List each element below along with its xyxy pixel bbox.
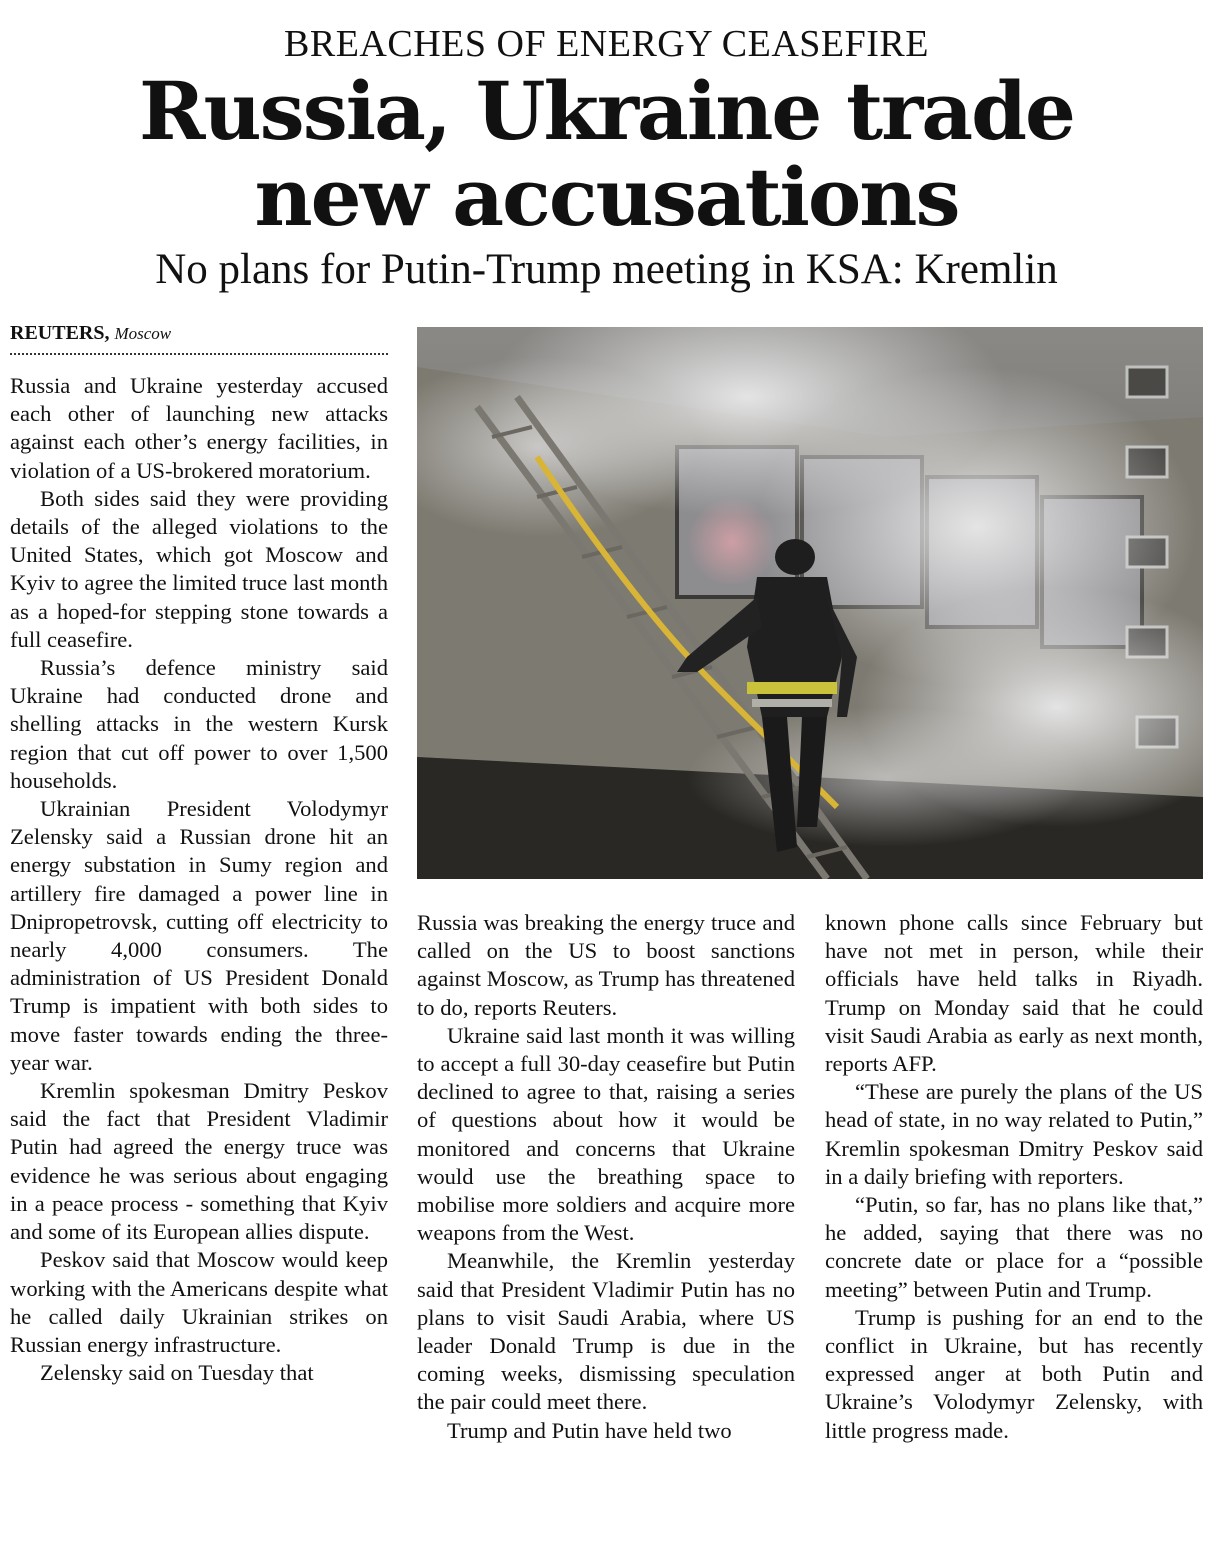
article-column-2 xyxy=(417,909,795,1539)
news-photo xyxy=(417,327,1203,879)
article-column-1 xyxy=(10,372,388,1538)
paragraph: “These are purely the plans of the US head of state, in no way related to Putin,” Kremlin spokesman Dmitry Peskov said in a daily briefing with reporters. xyxy=(825,1079,1203,1189)
paragraph: Meanwhile, the Kremlin yesterday said that President Vladimir Putin has no plans to visit Saudi Arabia, where US leader Donald Trump is due in the coming weeks, dismissing speculation the pair could meet there. xyxy=(417,1248,795,1415)
paragraph: Russia’s defence ministry said Ukraine had conducted drone and shelling attacks in the western Kursk region that cut off power to over 1,500 households. xyxy=(10,655,388,793)
paragraph: Both sides said they were providing details of the alleged violations to the United States, which got Moscow and Kyiv to agree the limited truce last month as a hoped-for stepping stone towards a full ceasefire. xyxy=(10,485,388,652)
headline-line-1: Russia, Ukraine trade xyxy=(139,64,1074,158)
byline-agency: REUTERS, xyxy=(10,322,110,344)
byline xyxy=(10,320,388,355)
paragraph: Ukrainian President Volodymyr Zelensky said a Russian drone hit an energy substation in Sumy region and artillery fire damaged a power line in Dnipropetrovsk, cutting off electricity to nearly 4,000 consumers. The administration of US President Donald Trump is impatient with both sides to move faster towards ending the three-year war. xyxy=(10,796,388,1075)
deck: No plans for Putin-Trump meeting in KSA: Kremlin xyxy=(155,246,1058,293)
paragraph: known phone calls since February but have not met in person, while their officials have held talks in Riyadh. Trump on Monday said that he could visit Saudi Arabia as early as next month, reports AFP. xyxy=(825,910,1203,1077)
byline-place: Moscow xyxy=(114,324,172,343)
paragraph: Kremlin spokesman Dmitry Peskov said the fact that President Vladimir Putin had agreed the energy truce was evidence he was serious about engaging in a peace process - something that Kyiv and some of its European allies dispute. xyxy=(10,1078,388,1245)
paragraph: “Putin, so far, has no plans like that,” he added, saying that there was no concrete date or place for a “possible meeting” between Putin and Trump. xyxy=(825,1192,1203,1302)
paragraph: Trump and Putin have held two xyxy=(447,1417,732,1443)
headline xyxy=(0,64,1213,244)
firefighter-photo-icon xyxy=(417,327,1203,879)
paragraph: Zelensky said on Tuesday that xyxy=(40,1360,314,1386)
paragraph: Russia and Ukraine yesterday accused each other of launching new attacks against each other’s energy facilities, in violation of a US-brokered moratorium. xyxy=(10,373,388,483)
paragraph: Peskov said that Moscow would keep working with the Americans despite what he called daily Ukrainian strikes on Russian energy infrastructure. xyxy=(10,1247,388,1357)
paragraph: Ukraine said last month it was willing to accept a full 30-day ceasefire but Putin declined to agree to that, raising a series of questions about how it would be monitored and concerns that Ukraine would use the breathing space to mobilise more soldiers and acquire more weapons from the West. xyxy=(417,1022,795,1246)
paragraph: Trump is pushing for an end to the conflict in Ukraine, but has recently expressed anger at both Putin and Ukraine’s Volodymyr Zelensky, with little progress made. xyxy=(825,1304,1203,1443)
headline-line-2: new accusations xyxy=(254,150,959,244)
article-column-3 xyxy=(825,909,1203,1539)
paragraph: Russia was breaking the energy truce and called on the US to boost sanctions against Moscow, as Trump has threatened to do, reports Reuters. xyxy=(417,910,795,1020)
kicker: BREACHES OF ENERGY CEASEFIRE xyxy=(284,23,929,65)
